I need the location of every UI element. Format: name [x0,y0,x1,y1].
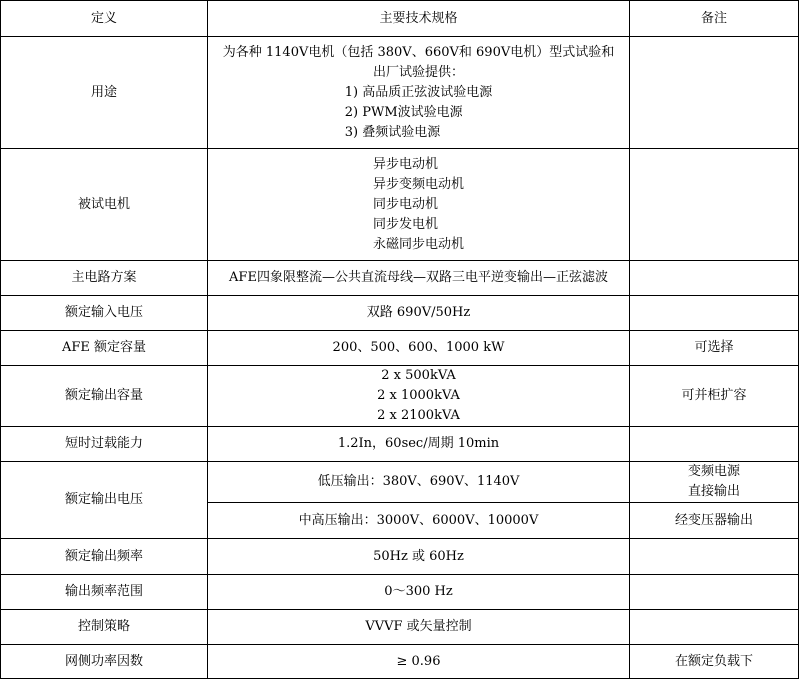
motor-value [208,149,630,261]
motor-item-5: 永磁同步电动机 [372,236,464,252]
row-output-voltage-low [1,462,799,503]
freq-range-note [630,575,799,610]
afe-capacity-value: 200、500、600、1000 kW [208,331,630,366]
row-output-capacity [1,366,799,427]
row-control [1,610,799,645]
overload-label: 短时过载能力 [1,427,208,462]
usage-text [223,43,614,143]
control-label: 控制策略 [1,610,208,645]
output-freq-label: 额定输出频率 [1,539,208,575]
motor-list [373,155,464,255]
output-voltage-low-note [630,462,799,503]
row-afe-capacity [1,331,799,366]
overload-value: 1.2In，60sec/周期 10min [208,427,630,462]
usage-item-2: 2) PWM波试验电源 [344,104,463,120]
output-freq-note [630,539,799,575]
output-voltage-low-note-line1: 变频电源 [687,464,740,479]
output-voltage-label: 额定输出电压 [1,462,208,539]
motor-item-3: 同步电动机 [372,196,438,212]
row-freq-range [1,575,799,610]
header-remark: 备注 [630,1,799,37]
output-voltage-high-value: 中高压输出：3000V、6000V、10000V [208,503,630,539]
header-definition: 定义 [1,1,208,37]
output-voltage-high-note: 经变压器输出 [630,503,799,539]
row-usage [1,37,799,149]
output-freq-value: 50Hz 或 60Hz [208,539,630,575]
control-value: VVVF 或矢量控制 [208,610,630,645]
freq-range-label: 输出频率范围 [1,575,208,610]
motor-item-2: 异步变频电动机 [372,176,464,192]
row-overload [1,427,799,462]
freq-range-value: 0～300 Hz [208,575,630,610]
control-note [630,610,799,645]
usage-items [345,83,492,143]
main-circuit-note [630,261,799,296]
output-capacity-note: 可并柜扩容 [630,366,799,427]
overload-note [630,427,799,462]
main-circuit-value: AFE四象限整流—公共直流母线—双路三电平逆变输出—正弦滤波 [208,261,630,296]
usage-intro-line1: 为各种 1140V电机（包括 380V、660V和 690V电机）型式试验和 [222,44,615,60]
row-input-voltage [1,296,799,331]
motor-note [630,149,799,261]
output-capacity-list [377,366,460,426]
row-power-factor [1,645,799,679]
motor-item-4: 同步发电机 [372,216,438,232]
output-capacity-item-2: 2 x 1000kVA [377,388,460,403]
output-capacity-label: 额定输出容量 [1,366,208,427]
header-row [1,1,799,37]
power-factor-value: ≥ 0.96 [208,645,630,679]
afe-capacity-label: AFE 额定容量 [1,331,208,366]
input-voltage-value: 双路 690V/50Hz [208,296,630,331]
main-circuit-label: 主电路方案 [1,261,208,296]
output-voltage-low-note-line2: 直接输出 [687,484,740,499]
motor-item-1: 异步电动机 [372,156,438,172]
usage-intro-line2: 出厂试验提供： [372,64,464,80]
output-capacity-item-1: 2 x 500kVA [381,368,456,383]
row-main-circuit [1,261,799,296]
input-voltage-label: 额定输入电压 [1,296,208,331]
afe-capacity-note: 可选择 [630,331,799,366]
power-factor-note: 在额定负载下 [630,645,799,679]
usage-item-3: 3) 叠频试验电源 [344,124,441,140]
row-motor [1,149,799,261]
input-voltage-note [630,296,799,331]
usage-label: 用途 [1,37,208,149]
power-factor-label: 网侧功率因数 [1,645,208,679]
header-spec: 主要技术规格 [208,1,630,37]
output-voltage-low-value: 低压输出：380V、690V、1140V [208,462,630,503]
usage-note [630,37,799,149]
motor-label: 被试电机 [1,149,208,261]
row-output-freq [1,539,799,575]
output-capacity-item-3: 2 x 2100kVA [377,408,460,423]
usage-item-1: 1) 高品质正弦波试验电源 [344,84,493,100]
usage-value [208,37,630,149]
output-capacity-value [208,366,630,427]
